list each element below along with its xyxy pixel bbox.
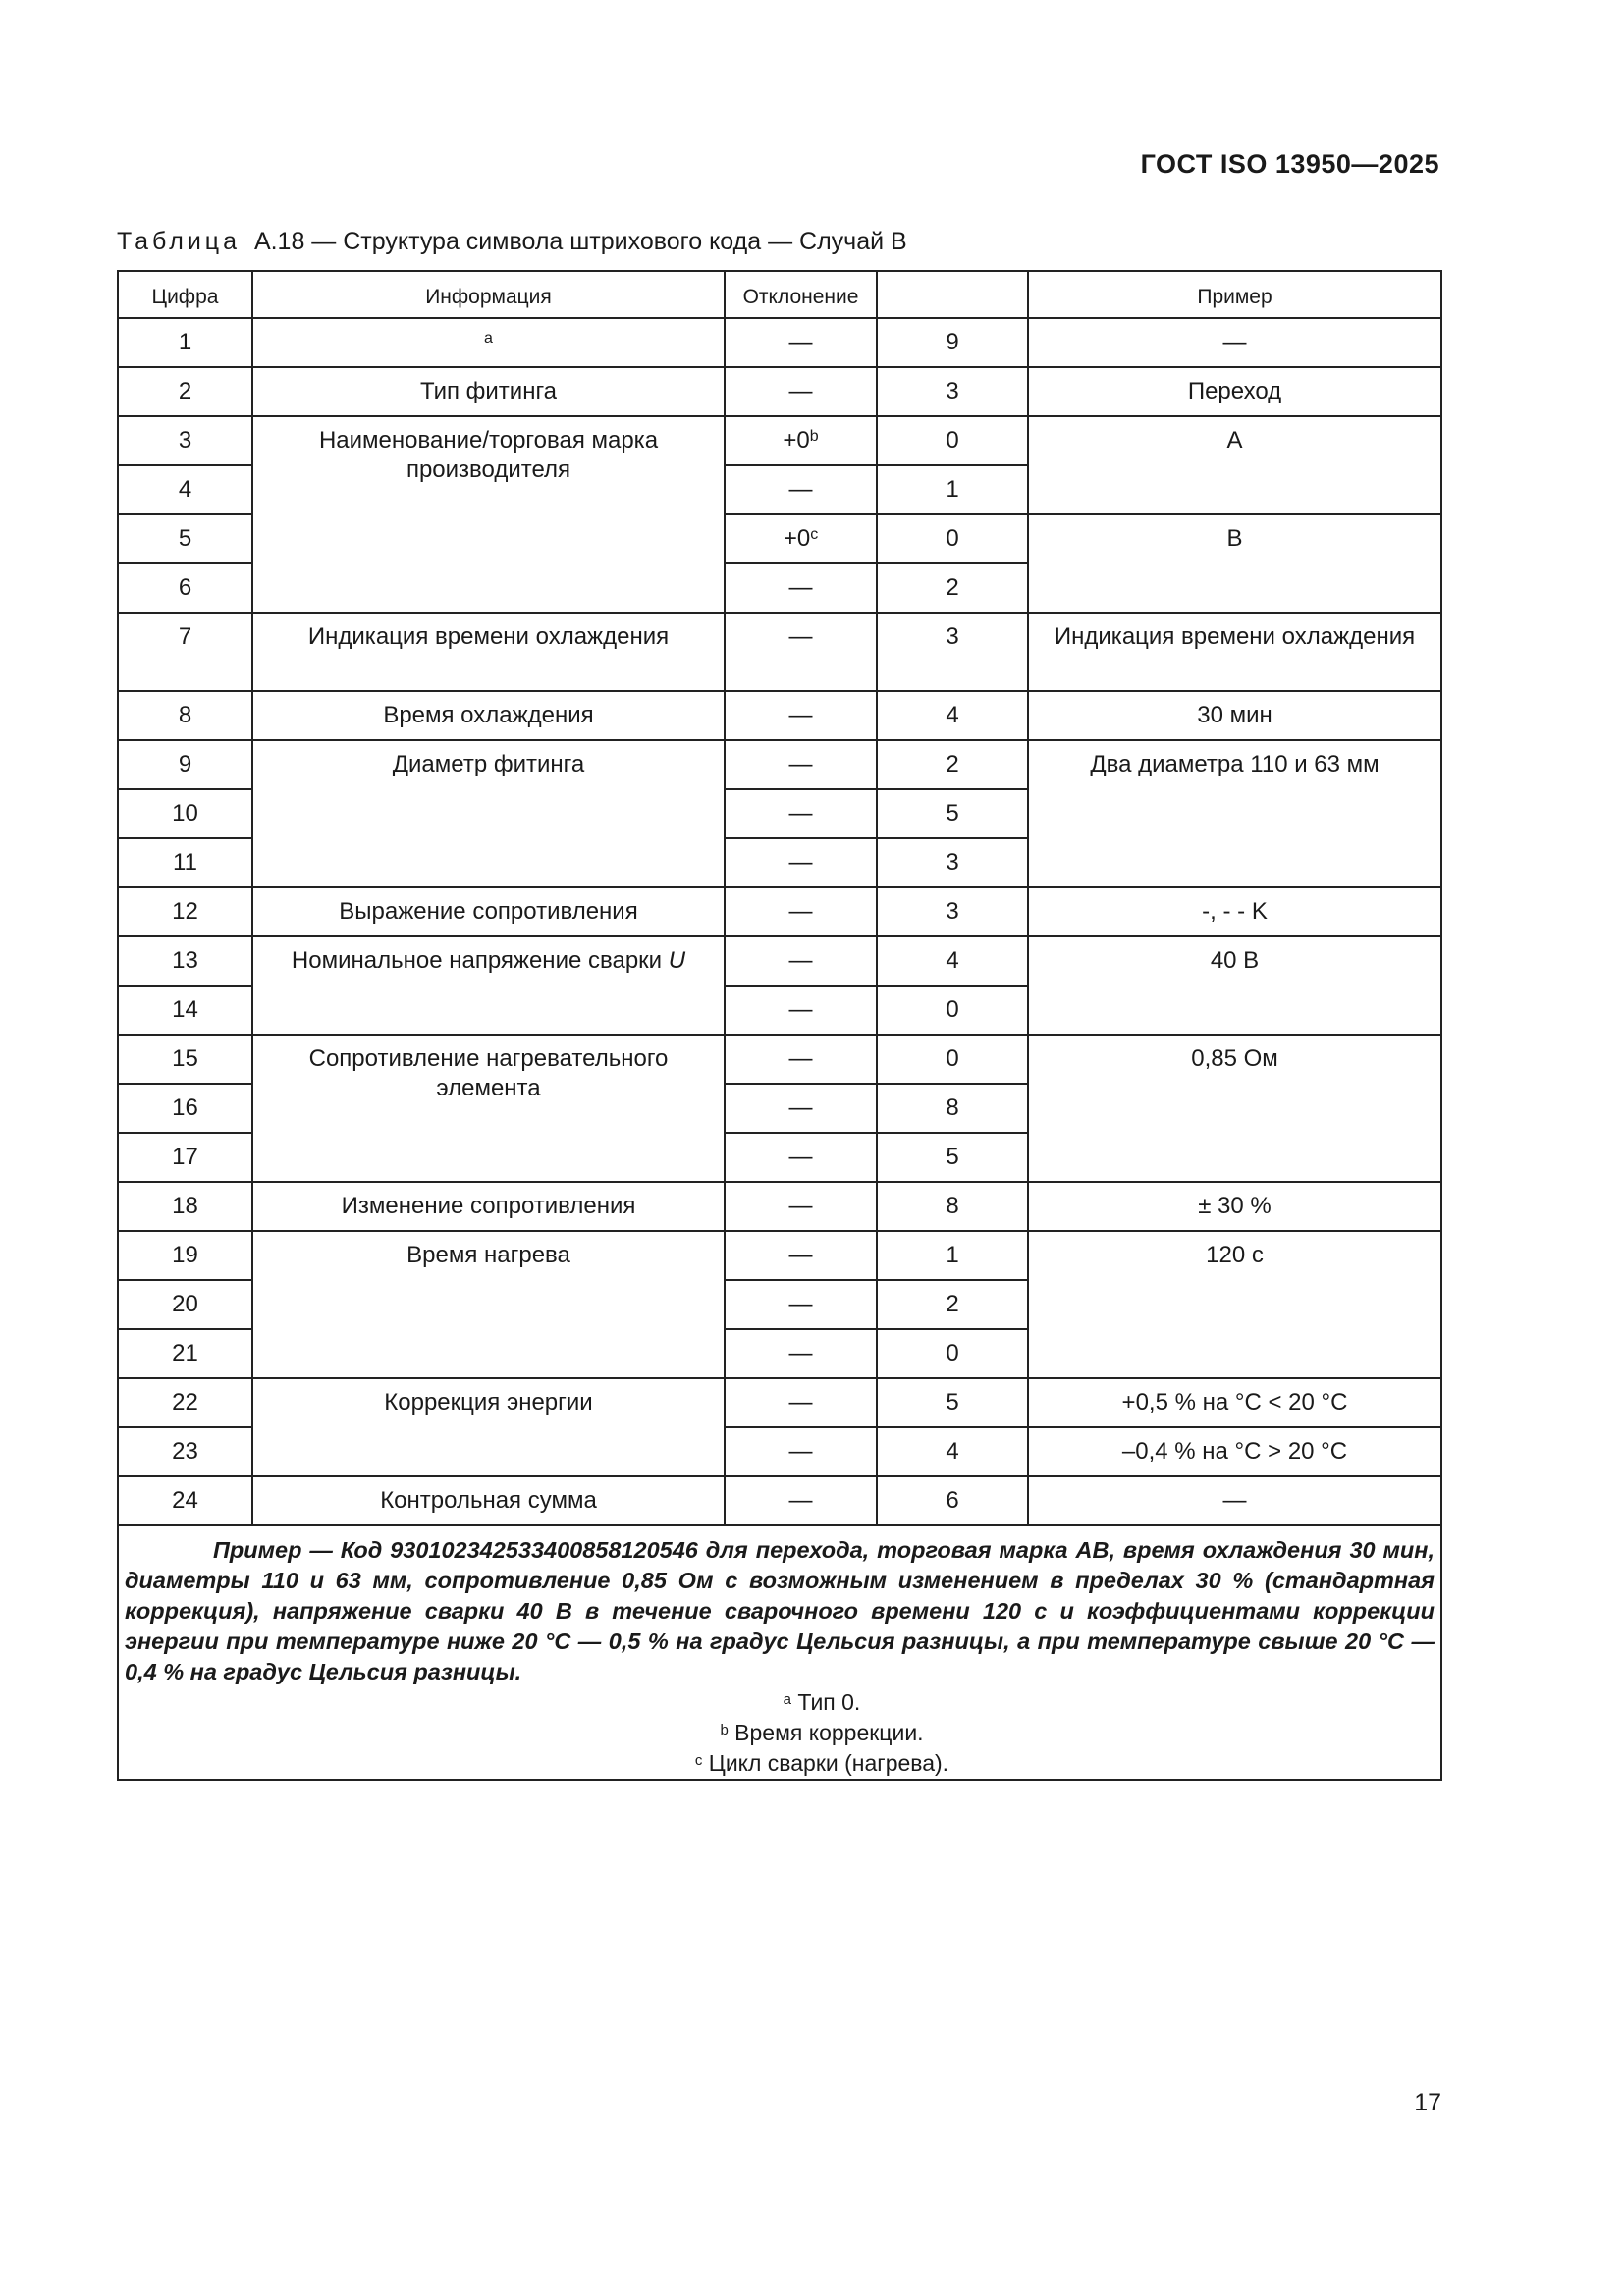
digit-cell: 23 xyxy=(118,1427,252,1476)
note-cell xyxy=(118,1525,1441,1780)
digit-cell: 14 xyxy=(118,986,252,1035)
table-row xyxy=(118,740,1441,789)
digit-cell: 5 xyxy=(118,514,252,563)
info-cell: Тип фитинга xyxy=(252,367,725,416)
value-cell: 4 xyxy=(877,936,1028,986)
example-cell: –0,4 % на °C > 20 °C xyxy=(1028,1427,1441,1476)
digit-cell: 7 xyxy=(118,613,252,691)
digit-cell: 4 xyxy=(118,465,252,514)
footnote-text: Время коррекции. xyxy=(728,1720,924,1745)
example-cell: — xyxy=(1028,1476,1441,1525)
table-note-row xyxy=(118,1525,1441,1780)
digit-cell: 2 xyxy=(118,367,252,416)
value-cell: 5 xyxy=(877,789,1028,838)
value-cell: 3 xyxy=(877,887,1028,936)
info-cell: Диаметр фитинга xyxy=(252,740,725,887)
barcode-structure-table xyxy=(117,270,1442,1781)
value-cell: 9 xyxy=(877,318,1028,367)
value-cell: 1 xyxy=(877,465,1028,514)
deviation-cell: — xyxy=(725,986,877,1035)
value-cell: 5 xyxy=(877,1133,1028,1182)
info-cell: Время охлаждения xyxy=(252,691,725,740)
example-cell: B xyxy=(1028,514,1441,613)
header-digit: Цифра xyxy=(118,271,252,318)
header-example: Пример xyxy=(1028,271,1441,318)
digit-cell: 9 xyxy=(118,740,252,789)
deviation-cell: — xyxy=(725,936,877,986)
deviation-cell: — xyxy=(725,1231,877,1280)
value-cell: 4 xyxy=(877,691,1028,740)
digit-cell: 20 xyxy=(118,1280,252,1329)
deviation-cell: — xyxy=(725,1476,877,1525)
digit-cell: 11 xyxy=(118,838,252,887)
caption-label: Таблица xyxy=(117,228,242,255)
deviation-cell: — xyxy=(725,1035,877,1084)
example-cell: — xyxy=(1028,318,1441,367)
deviation-cell: — xyxy=(725,1329,877,1378)
table-row xyxy=(118,416,1441,465)
info-cell: Индикация времени охлаждения xyxy=(252,613,725,691)
value-cell: 2 xyxy=(877,563,1028,613)
deviation-cell: — xyxy=(725,563,877,613)
deviation-cell: — xyxy=(725,740,877,789)
header-value xyxy=(877,271,1028,318)
example-cell: A xyxy=(1028,416,1441,514)
footnote-text: Тип 0. xyxy=(791,1689,861,1715)
header-deviation: Отклонение xyxy=(725,271,877,318)
footnote-a xyxy=(125,1687,1435,1718)
deviation-cell: — xyxy=(725,613,877,691)
value-cell: 0 xyxy=(877,416,1028,465)
info-cell: Наименование/торговая марка производителя xyxy=(252,416,725,613)
digit-cell: 21 xyxy=(118,1329,252,1378)
table-header-row xyxy=(118,271,1441,318)
deviation-cell: — xyxy=(725,691,877,740)
value-cell: 3 xyxy=(877,367,1028,416)
deviation-cell: — xyxy=(725,789,877,838)
deviation-cell: — xyxy=(725,1182,877,1231)
table-row xyxy=(118,936,1441,986)
info-cell: Изменение сопротивления xyxy=(252,1182,725,1231)
value-cell: 3 xyxy=(877,838,1028,887)
deviation-cell: — xyxy=(725,1084,877,1133)
example-cell: 120 с xyxy=(1028,1231,1441,1378)
value-cell: 3 xyxy=(877,613,1028,691)
deviation-cell xyxy=(725,514,877,563)
example-cell: Переход xyxy=(1028,367,1441,416)
caption-title: А.18 — Структура символа штрихового кода — Случай В xyxy=(253,228,907,255)
deviation-cell: — xyxy=(725,838,877,887)
deviation-cell: — xyxy=(725,887,877,936)
info-cell xyxy=(252,318,725,367)
deviation-cell: — xyxy=(725,1427,877,1476)
digit-cell: 24 xyxy=(118,1476,252,1525)
example-cell: 40 В xyxy=(1028,936,1441,1035)
table-row xyxy=(118,367,1441,416)
table-row xyxy=(118,1231,1441,1280)
table-row xyxy=(118,1035,1441,1084)
deviation-cell: — xyxy=(725,318,877,367)
example-cell: ± 30 % xyxy=(1028,1182,1441,1231)
table-row xyxy=(118,613,1441,691)
digit-cell: 15 xyxy=(118,1035,252,1084)
info-cell: Время нагрева xyxy=(252,1231,725,1378)
footnote-c xyxy=(125,1748,1435,1779)
deviation-text: +0 xyxy=(783,525,811,552)
value-cell: 1 xyxy=(877,1231,1028,1280)
page-number: 17 xyxy=(1414,2089,1441,2116)
table-row xyxy=(118,1378,1441,1427)
info-cell: Коррекция энергии xyxy=(252,1378,725,1476)
digit-cell: 3 xyxy=(118,416,252,465)
digit-cell: 10 xyxy=(118,789,252,838)
value-cell: 8 xyxy=(877,1182,1028,1231)
example-cell: Индикация времени охлаждения xyxy=(1028,613,1441,691)
table-row xyxy=(118,887,1441,936)
footnote-b xyxy=(125,1718,1435,1748)
digit-cell: 17 xyxy=(118,1133,252,1182)
footnote-mark: a xyxy=(783,1691,792,1708)
value-cell: 2 xyxy=(877,740,1028,789)
footnote-mark: c xyxy=(694,1752,703,1769)
value-cell: 0 xyxy=(877,1035,1028,1084)
footnote-mark: b xyxy=(720,1722,729,1738)
digit-cell: 19 xyxy=(118,1231,252,1280)
value-cell: 2 xyxy=(877,1280,1028,1329)
footnote-ref: a xyxy=(484,330,493,347)
deviation-text: +0 xyxy=(783,427,810,454)
digit-cell: 16 xyxy=(118,1084,252,1133)
deviation-cell: — xyxy=(725,1280,877,1329)
info-cell: Сопротивление нагревательного элемента xyxy=(252,1035,725,1182)
table-row xyxy=(118,318,1441,367)
table-row xyxy=(118,1182,1441,1231)
example-cell: 0,85 Ом xyxy=(1028,1035,1441,1182)
deviation-cell: — xyxy=(725,367,877,416)
value-cell: 6 xyxy=(877,1476,1028,1525)
info-cell: Выражение сопротивления xyxy=(252,887,725,936)
note-example: Пример — Код 93010234253340085812054​6 для перехода, торговая марка AB, время охлаждения 30 мин, диаметры 110 и 63 мм, сопротивление 0,85 Ом с возможным изменением в пределах 30 % (стандартная коррекция), напряжение сварки 40 В в течение сварочного времени 120 с и коэффициентами коррекции энергии при температуре ниже 20 °C — 0,5 % на градус Цельсия разницы, а при температуре свыше 20 °C — 0,4 % на градус Цельсия разницы. xyxy=(125,1537,1435,1684)
footnote-ref: b xyxy=(809,428,819,445)
example-cell: -, - - K xyxy=(1028,887,1441,936)
value-cell: 8 xyxy=(877,1084,1028,1133)
value-cell: 5 xyxy=(877,1378,1028,1427)
digit-cell: 12 xyxy=(118,887,252,936)
deviation-cell xyxy=(725,416,877,465)
table-row xyxy=(118,1476,1441,1525)
header-information: Информация xyxy=(252,271,725,318)
example-cell: +0,5 % на °C < 20 °C xyxy=(1028,1378,1441,1427)
value-cell: 0 xyxy=(877,986,1028,1035)
deviation-cell: — xyxy=(725,1378,877,1427)
digit-cell: 13 xyxy=(118,936,252,986)
footnote-text: Цикл сварки (нагрева). xyxy=(702,1750,949,1776)
info-text: Номинальное напряжение сварки xyxy=(291,947,669,974)
info-cell xyxy=(252,936,725,1035)
standard-designation: ГОСТ ISO 13950—2025 xyxy=(1140,149,1439,179)
info-cell: Контрольная сумма xyxy=(252,1476,725,1525)
table-row xyxy=(118,691,1441,740)
example-cell: 30 мин xyxy=(1028,691,1441,740)
example-cell: Два диаметра 110 и 63 мм xyxy=(1028,740,1441,887)
digit-cell: 18 xyxy=(118,1182,252,1231)
deviation-cell: — xyxy=(725,465,877,514)
deviation-cell: — xyxy=(725,1133,877,1182)
value-cell: 4 xyxy=(877,1427,1028,1476)
digit-cell: 1 xyxy=(118,318,252,367)
value-cell: 0 xyxy=(877,1329,1028,1378)
variable-symbol: U xyxy=(668,947,686,974)
value-cell: 0 xyxy=(877,514,1028,563)
digit-cell: 22 xyxy=(118,1378,252,1427)
digit-cell: 6 xyxy=(118,563,252,613)
table-caption xyxy=(117,228,907,256)
digit-cell: 8 xyxy=(118,691,252,740)
footnote-ref: c xyxy=(810,526,819,543)
